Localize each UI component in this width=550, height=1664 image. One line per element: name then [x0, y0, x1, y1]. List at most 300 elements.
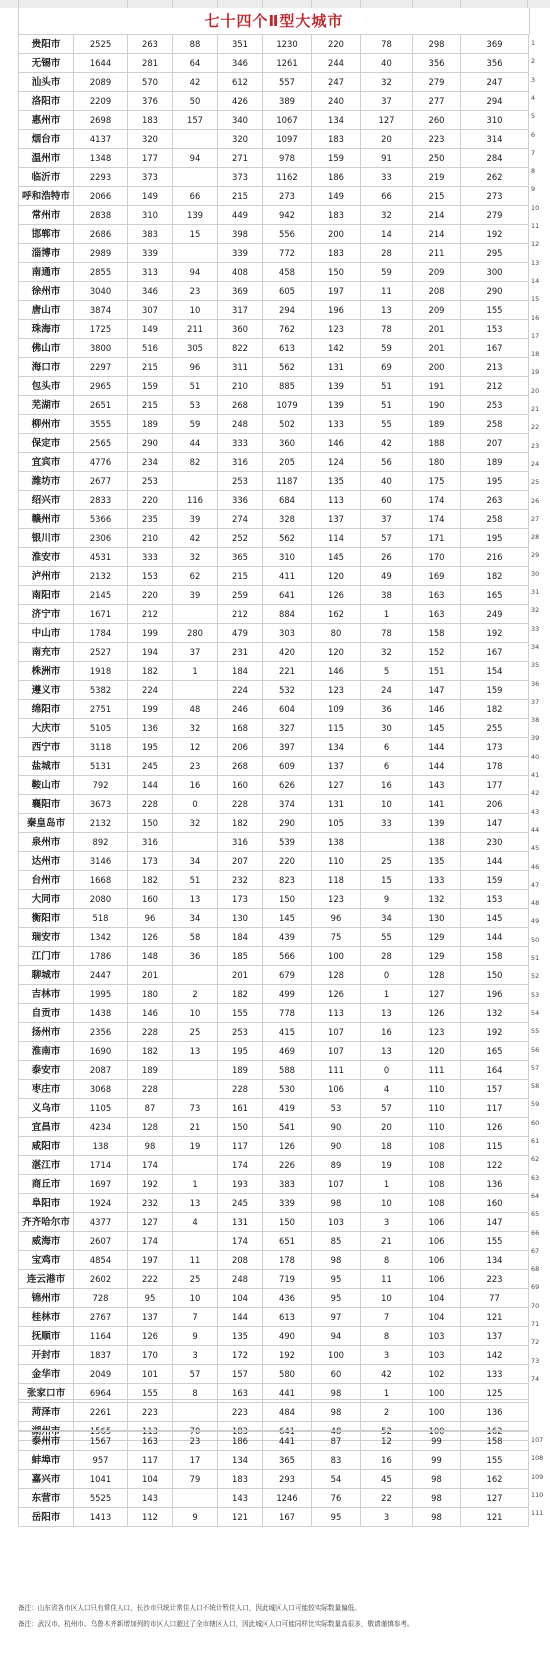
value-cell: 173 — [218, 890, 263, 909]
city-name-cell: 聊城市 — [19, 966, 74, 985]
value-cell: 259 — [218, 586, 263, 605]
value-cell: 207 — [218, 852, 263, 871]
value-cell: 133 — [312, 415, 361, 434]
row-number: 66 — [531, 1228, 540, 1237]
value-cell: 110 — [413, 1080, 461, 1099]
value-cell: 115 — [312, 719, 361, 738]
value-cell: 96 — [173, 358, 218, 377]
value-cell: 99 — [413, 1432, 461, 1451]
value-cell: 2080 — [74, 890, 128, 909]
value-cell: 2066 — [74, 187, 128, 206]
value-cell: 51 — [173, 377, 218, 396]
value-cell: 171 — [413, 529, 461, 548]
value-cell: 33 — [361, 168, 413, 187]
value-cell: 2132 — [74, 567, 128, 586]
value-cell: 279 — [461, 206, 529, 225]
city-name-cell: 南充市 — [19, 643, 74, 662]
value-cell: 146 — [128, 1004, 173, 1023]
value-cell: 139 — [413, 814, 461, 833]
table-gap-row — [18, 1399, 529, 1431]
value-cell: 458 — [263, 263, 312, 282]
value-cell: 262 — [461, 168, 529, 187]
value-cell: 147 — [461, 1213, 529, 1232]
value-cell: 192 — [128, 1175, 173, 1194]
table-row — [19, 377, 529, 396]
value-cell: 113 — [312, 491, 361, 510]
value-cell: 6 — [361, 738, 413, 757]
value-cell: 163 — [413, 605, 461, 624]
table-row — [19, 567, 529, 586]
value-cell: 201 — [413, 320, 461, 339]
city-name-cell: 台州市 — [19, 871, 74, 890]
value-cell: 42 — [361, 434, 413, 453]
value-cell: 109 — [312, 700, 361, 719]
value-cell: 189 — [413, 415, 461, 434]
table-row — [19, 358, 529, 377]
value-cell: 19 — [173, 1137, 218, 1156]
value-cell: 126 — [312, 985, 361, 1004]
value-cell: 1342 — [74, 928, 128, 947]
row-number: 52 — [531, 972, 540, 981]
value-cell: 197 — [128, 1251, 173, 1270]
value-cell: 165 — [461, 1042, 529, 1061]
value-cell: 103 — [413, 1346, 461, 1365]
value-cell: 6964 — [74, 1384, 128, 1403]
value-cell: 134 — [461, 1251, 529, 1270]
table-row — [19, 1042, 529, 1061]
value-cell: 51 — [361, 396, 413, 415]
value-cell: 182 — [218, 985, 263, 1004]
value-cell: 199 — [128, 624, 173, 643]
value-cell: 192 — [461, 225, 529, 244]
value-cell: 137 — [461, 1327, 529, 1346]
value-cell: 99 — [413, 1451, 461, 1470]
city-name-cell: 温州市 — [19, 149, 74, 168]
notes — [18, 1600, 538, 1632]
value-cell: 212 — [218, 605, 263, 624]
value-cell: 728 — [74, 1289, 128, 1308]
value-cell: 180 — [128, 985, 173, 1004]
row-number: 25 — [531, 478, 540, 487]
value-cell: 16 — [173, 776, 218, 795]
value-cell: 138 — [74, 1137, 128, 1156]
value-cell: 150 — [312, 263, 361, 282]
value-cell: 383 — [128, 225, 173, 244]
value-cell: 159 — [461, 871, 529, 890]
table-row — [19, 301, 529, 320]
value-cell: 100 — [413, 1403, 461, 1422]
value-cell: 2698 — [74, 111, 128, 130]
value-cell: 2833 — [74, 491, 128, 510]
city-name-cell: 嘉兴市 — [19, 1470, 74, 1489]
value-cell: 228 — [218, 795, 263, 814]
value-cell: 131 — [218, 1213, 263, 1232]
value-cell: 167 — [461, 339, 529, 358]
value-cell: 212 — [128, 605, 173, 624]
value-cell: 177 — [461, 776, 529, 795]
value-cell: 316 — [218, 833, 263, 852]
value-cell: 556 — [263, 225, 312, 244]
value-cell: 23 — [173, 757, 218, 776]
value-cell: 570 — [128, 73, 173, 92]
row-number: 46 — [531, 862, 540, 871]
value-cell: 162 — [312, 605, 361, 624]
value-cell: 244 — [312, 54, 361, 73]
city-name-cell: 大庆市 — [19, 719, 74, 738]
value-cell: 95 — [312, 1508, 361, 1527]
city-name-cell: 衡阳市 — [19, 909, 74, 928]
city-name-cell: 西宁市 — [19, 738, 74, 757]
city-name-cell: 包头市 — [19, 377, 74, 396]
value-cell: 365 — [263, 1451, 312, 1470]
value-cell: 28 — [361, 244, 413, 263]
value-cell — [173, 681, 218, 700]
value-cell: 245 — [128, 757, 173, 776]
value-cell: 588 — [263, 1061, 312, 1080]
value-cell: 139 — [312, 396, 361, 415]
city-name-cell: 临沂市 — [19, 168, 74, 187]
row-number: 31 — [531, 588, 540, 596]
value-cell: 106 — [312, 1080, 361, 1099]
table-row — [19, 149, 529, 168]
value-cell: 60 — [312, 1365, 361, 1384]
value-cell: 32 — [173, 548, 218, 567]
value-cell: 25 — [173, 1270, 218, 1289]
city-name-cell: 菏泽市 — [19, 1403, 74, 1422]
note-2: 备注：武汉市、杭州市、乌鲁木齐新增加列的市区人口超过了全市辖区人口，因此城区人口可能同样比实际数量高很多，敬请谨慎参考。 — [18, 1620, 414, 1628]
value-cell: 12 — [173, 738, 218, 757]
value-cell: 2356 — [74, 1023, 128, 1042]
value-cell: 310 — [263, 548, 312, 567]
value-cell — [173, 605, 218, 624]
value-cell: 210 — [128, 529, 173, 548]
value-cell: 44 — [173, 434, 218, 453]
city-name-cell: 泸州市 — [19, 567, 74, 586]
row-number: 18 — [531, 350, 540, 359]
row-number: 22 — [531, 423, 540, 432]
value-cell: 138 — [413, 833, 461, 852]
city-name-cell: 泰州市 — [19, 1432, 74, 1451]
row-number: 21 — [531, 405, 540, 413]
value-cell: 562 — [263, 529, 312, 548]
value-cell: 209 — [413, 263, 461, 282]
value-cell: 57 — [173, 1365, 218, 1384]
row-number: 1 — [531, 39, 536, 47]
value-cell: 2297 — [74, 358, 128, 377]
value-cell: 223 — [461, 1270, 529, 1289]
value-cell: 316 — [128, 833, 173, 852]
value-cell: 978 — [263, 149, 312, 168]
table-row — [19, 985, 529, 1004]
row-number: 48 — [531, 899, 540, 908]
value-cell: 128 — [413, 966, 461, 985]
value-cell: 100 — [413, 1384, 461, 1403]
value-cell: 684 — [263, 491, 312, 510]
value-cell: 142 — [312, 339, 361, 358]
value-cell: 51 — [361, 377, 413, 396]
value-cell: 150 — [128, 814, 173, 833]
value-cell: 216 — [461, 548, 529, 567]
value-cell: 1924 — [74, 1194, 128, 1213]
value-cell: 346 — [128, 282, 173, 301]
value-cell: 541 — [263, 1118, 312, 1137]
value-cell: 310 — [128, 206, 173, 225]
value-cell: 188 — [413, 434, 461, 453]
value-cell: 133 — [413, 871, 461, 890]
value-cell: 253 — [218, 1023, 263, 1042]
value-cell: 539 — [263, 833, 312, 852]
value-cell: 116 — [173, 491, 218, 510]
value-cell: 110 — [312, 852, 361, 871]
value-cell: 108 — [413, 1137, 461, 1156]
value-cell: 2132 — [74, 814, 128, 833]
row-number: 108 — [531, 1454, 544, 1463]
value-cell: 300 — [461, 263, 529, 282]
value-cell: 112 — [128, 1508, 173, 1527]
value-cell: 1105 — [74, 1099, 128, 1118]
city-name-cell: 吉林市 — [19, 985, 74, 1004]
value-cell: 232 — [128, 1194, 173, 1213]
value-cell: 253 — [461, 396, 529, 415]
value-cell: 26 — [361, 548, 413, 567]
city-table-extra — [18, 1431, 529, 1527]
city-name-cell: 汕头市 — [19, 73, 74, 92]
table-row — [19, 282, 529, 301]
value-cell: 8 — [173, 1384, 218, 1403]
value-cell: 389 — [263, 92, 312, 111]
value-cell: 281 — [128, 54, 173, 73]
value-cell: 255 — [461, 719, 529, 738]
value-cell: 133 — [461, 1365, 529, 1384]
value-cell — [173, 1489, 218, 1508]
value-cell: 115 — [461, 1137, 529, 1156]
value-cell: 383 — [263, 1175, 312, 1194]
value-cell: 150 — [263, 890, 312, 909]
value-cell: 228 — [128, 1080, 173, 1099]
value-cell: 183 — [218, 1422, 263, 1441]
value-cell: 32 — [361, 73, 413, 92]
value-cell: 98 — [312, 1384, 361, 1403]
city-name-cell: 扬州市 — [19, 1023, 74, 1042]
value-cell: 149 — [312, 187, 361, 206]
value-cell: 32 — [361, 206, 413, 225]
value-cell: 1230 — [263, 35, 312, 54]
value-cell: 168 — [218, 719, 263, 738]
table-row — [19, 529, 529, 548]
value-cell: 557 — [263, 73, 312, 92]
value-cell: 2651 — [74, 396, 128, 415]
value-cell: 58 — [173, 928, 218, 947]
table-row — [19, 54, 529, 73]
value-cell: 228 — [218, 1080, 263, 1099]
city-name-cell: 珠海市 — [19, 320, 74, 339]
value-cell: 1041 — [74, 1470, 128, 1489]
table-row — [19, 263, 529, 282]
city-name-cell: 秦皇岛市 — [19, 814, 74, 833]
value-cell: 3555 — [74, 415, 128, 434]
value-cell: 25 — [361, 852, 413, 871]
city-name-cell: 佛山市 — [19, 339, 74, 358]
value-cell: 126 — [312, 586, 361, 605]
value-cell: 78 — [361, 320, 413, 339]
value-cell: 137 — [312, 510, 361, 529]
value-cell: 94 — [312, 1327, 361, 1346]
row-number: 6 — [531, 130, 536, 139]
value-cell: 339 — [218, 244, 263, 263]
value-cell: 2677 — [74, 472, 128, 491]
city-name-cell: 宝鸡市 — [19, 1251, 74, 1270]
value-cell: 199 — [128, 700, 173, 719]
value-cell: 0 — [361, 1061, 413, 1080]
row-number: 71 — [531, 1320, 540, 1328]
value-cell: 223 — [413, 130, 461, 149]
value-cell: 100 — [312, 1346, 361, 1365]
value-cell: 613 — [263, 1308, 312, 1327]
value-cell: 346 — [218, 54, 263, 73]
value-cell: 224 — [128, 681, 173, 700]
value-cell: 95 — [128, 1289, 173, 1308]
table-row — [19, 1432, 529, 1451]
value-cell: 141 — [413, 795, 461, 814]
table-row — [19, 187, 529, 206]
value-cell: 59 — [173, 415, 218, 434]
value-cell: 185 — [218, 947, 263, 966]
row-number: 41 — [531, 771, 540, 779]
value-cell: 376 — [128, 92, 173, 111]
table-row — [19, 225, 529, 244]
value-cell: 234 — [128, 453, 173, 472]
value-cell: 609 — [263, 757, 312, 776]
value-cell: 3800 — [74, 339, 128, 358]
value-cell: 221 — [263, 662, 312, 681]
value-cell: 98 — [128, 1137, 173, 1156]
value-cell: 174 — [413, 491, 461, 510]
value-cell — [361, 833, 413, 852]
value-cell: 105 — [312, 814, 361, 833]
value-cell: 490 — [263, 1327, 312, 1346]
table-row — [19, 1156, 529, 1175]
city-name-cell: 张家口市 — [19, 1384, 74, 1403]
value-cell: 369 — [218, 282, 263, 301]
value-cell: 213 — [461, 358, 529, 377]
value-cell: 1079 — [263, 396, 312, 415]
value-cell: 183 — [128, 111, 173, 130]
value-cell: 167 — [263, 1508, 312, 1527]
value-cell: 23 — [173, 1432, 218, 1451]
value-cell: 263 — [461, 491, 529, 510]
value-cell: 104 — [413, 1289, 461, 1308]
row-number: 73 — [531, 1356, 540, 1365]
value-cell: 2855 — [74, 263, 128, 282]
table-row — [19, 700, 529, 719]
value-cell: 327 — [263, 719, 312, 738]
value-cell: 90 — [312, 1137, 361, 1156]
value-cell: 247 — [312, 73, 361, 92]
value-cell: 146 — [413, 700, 461, 719]
city-name-cell: 湖州市 — [19, 1422, 74, 1441]
row-number: 44 — [531, 825, 540, 834]
value-cell: 339 — [128, 244, 173, 263]
value-cell: 106 — [413, 1232, 461, 1251]
value-cell: 778 — [263, 1004, 312, 1023]
value-cell: 651 — [263, 1232, 312, 1251]
value-cell: 246 — [218, 700, 263, 719]
value-cell: 222 — [128, 1270, 173, 1289]
table-row — [19, 814, 529, 833]
value-cell: 4234 — [74, 1118, 128, 1137]
value-cell: 365 — [218, 548, 263, 567]
value-cell: 195 — [128, 738, 173, 757]
value-cell: 97 — [312, 1308, 361, 1327]
row-number: 28 — [531, 533, 540, 542]
value-cell: 159 — [461, 681, 529, 700]
value-cell: 2527 — [74, 643, 128, 662]
value-cell: 336 — [218, 491, 263, 510]
value-cell: 11 — [173, 1251, 218, 1270]
value-cell: 449 — [218, 206, 263, 225]
value-cell: 123 — [413, 1023, 461, 1042]
value-cell: 153 — [461, 890, 529, 909]
city-name-cell: 枣庄市 — [19, 1080, 74, 1099]
row-number: 12 — [531, 240, 540, 249]
city-name-cell: 开封市 — [19, 1346, 74, 1365]
value-cell: 253 — [218, 472, 263, 491]
value-cell: 1 — [361, 1175, 413, 1194]
value-cell — [173, 472, 218, 491]
value-cell: 55 — [361, 928, 413, 947]
value-cell: 59 — [361, 339, 413, 358]
value-cell: 135 — [413, 852, 461, 871]
value-cell: 173 — [461, 738, 529, 757]
value-cell: 157 — [461, 1080, 529, 1099]
value-cell: 605 — [263, 282, 312, 301]
value-cell: 32 — [361, 643, 413, 662]
value-cell: 499 — [263, 985, 312, 1004]
value-cell: 164 — [461, 1061, 529, 1080]
value-cell: 30 — [361, 719, 413, 738]
value-cell: 94 — [173, 149, 218, 168]
value-cell: 174 — [218, 1156, 263, 1175]
value-cell — [173, 833, 218, 852]
city-name-cell: 达州市 — [19, 852, 74, 871]
value-cell: 274 — [218, 510, 263, 529]
value-cell: 87 — [312, 1432, 361, 1451]
city-name-cell: 桂林市 — [19, 1308, 74, 1327]
value-cell: 160 — [218, 776, 263, 795]
value-cell: 75 — [312, 928, 361, 947]
city-name-cell: 淮安市 — [19, 548, 74, 567]
top-strip — [0, 0, 550, 8]
value-cell: 146 — [312, 434, 361, 453]
value-cell: 150 — [263, 1213, 312, 1232]
row-number: 32 — [531, 606, 540, 615]
value-cell: 245 — [218, 1194, 263, 1213]
table-row — [19, 1346, 529, 1365]
value-cell: 60 — [361, 491, 413, 510]
value-cell: 211 — [173, 320, 218, 339]
value-cell: 1164 — [74, 1327, 128, 1346]
value-cell: 3874 — [74, 301, 128, 320]
table-row — [19, 1489, 529, 1508]
city-name-cell: 锦州市 — [19, 1289, 74, 1308]
value-cell: 57 — [361, 529, 413, 548]
value-cell: 516 — [128, 339, 173, 358]
value-cell: 117 — [218, 1137, 263, 1156]
value-cell: 143 — [413, 776, 461, 795]
city-name-cell: 抚顺市 — [19, 1327, 74, 1346]
value-cell: 356 — [461, 54, 529, 73]
city-name-cell: 金华市 — [19, 1365, 74, 1384]
